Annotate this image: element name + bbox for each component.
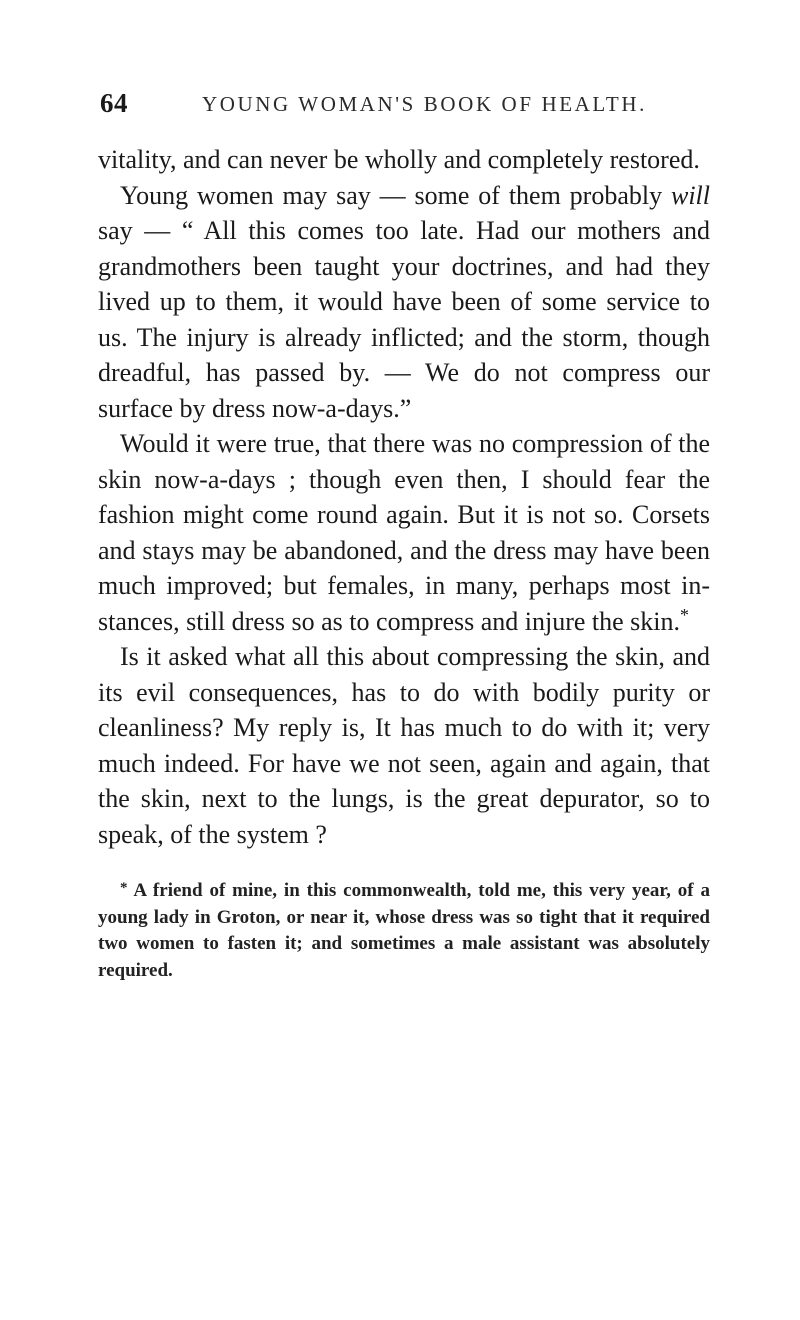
paragraph-text: say — “ All this comes too late. Had our mothers and grandmothers been taught your doctrines, and had they lived up to them, it would have been of some service to us. The injury is already inflicted; and the storm, though dreadful, has passed by. — We do not compress our surface by dress now-a-days.” xyxy=(98,216,710,423)
paragraph-text: vitality, and can never be wholly and completely restored. xyxy=(98,145,700,174)
emphasized-word: will xyxy=(670,180,710,210)
paragraph-text: Would it were true, that there was no compression of the skin now-a-days ; though even then, I should fear the fashion might come round again. But it is not so. Corsets and stays may be abandoned, and the dress may have been much improved; but females, in many, perhaps most instances, still dress so as to compress and injure the skin. xyxy=(98,429,710,636)
paragraph-compression xyxy=(98,426,710,639)
body-text xyxy=(98,142,710,852)
footnote xyxy=(98,878,710,984)
book-page xyxy=(98,88,710,984)
page-number: 64 xyxy=(100,88,128,118)
page-header xyxy=(98,88,710,128)
footnote-reference: * xyxy=(680,604,690,625)
paragraph-cleanliness xyxy=(98,639,710,852)
paragraph-text: Young women may say — some of them probably xyxy=(120,180,671,210)
footnote-mark: * xyxy=(120,880,128,896)
paragraph-continuation xyxy=(98,142,710,178)
paragraph-text: Is it asked what all this about compressing the skin, and its evil consequences, has to do with bodily purity or cleanliness? My reply is, It has much to do with it; very much indeed. For have we not seen, again and again, that the skin, next to the lungs, is the great depurator, so to speak, of the system ? xyxy=(98,642,710,849)
paragraph-young-women xyxy=(98,178,710,427)
running-title: YOUNG WOMAN'S BOOK OF HEALTH. xyxy=(202,92,647,116)
footnote-text: A friend of mine, in this commonwealth, told me, this very year, of a young lady in Groton, or near it, whose dress was so tight that it required two women to fasten it; and sometimes a male assistant was absolutely required. xyxy=(98,880,711,981)
